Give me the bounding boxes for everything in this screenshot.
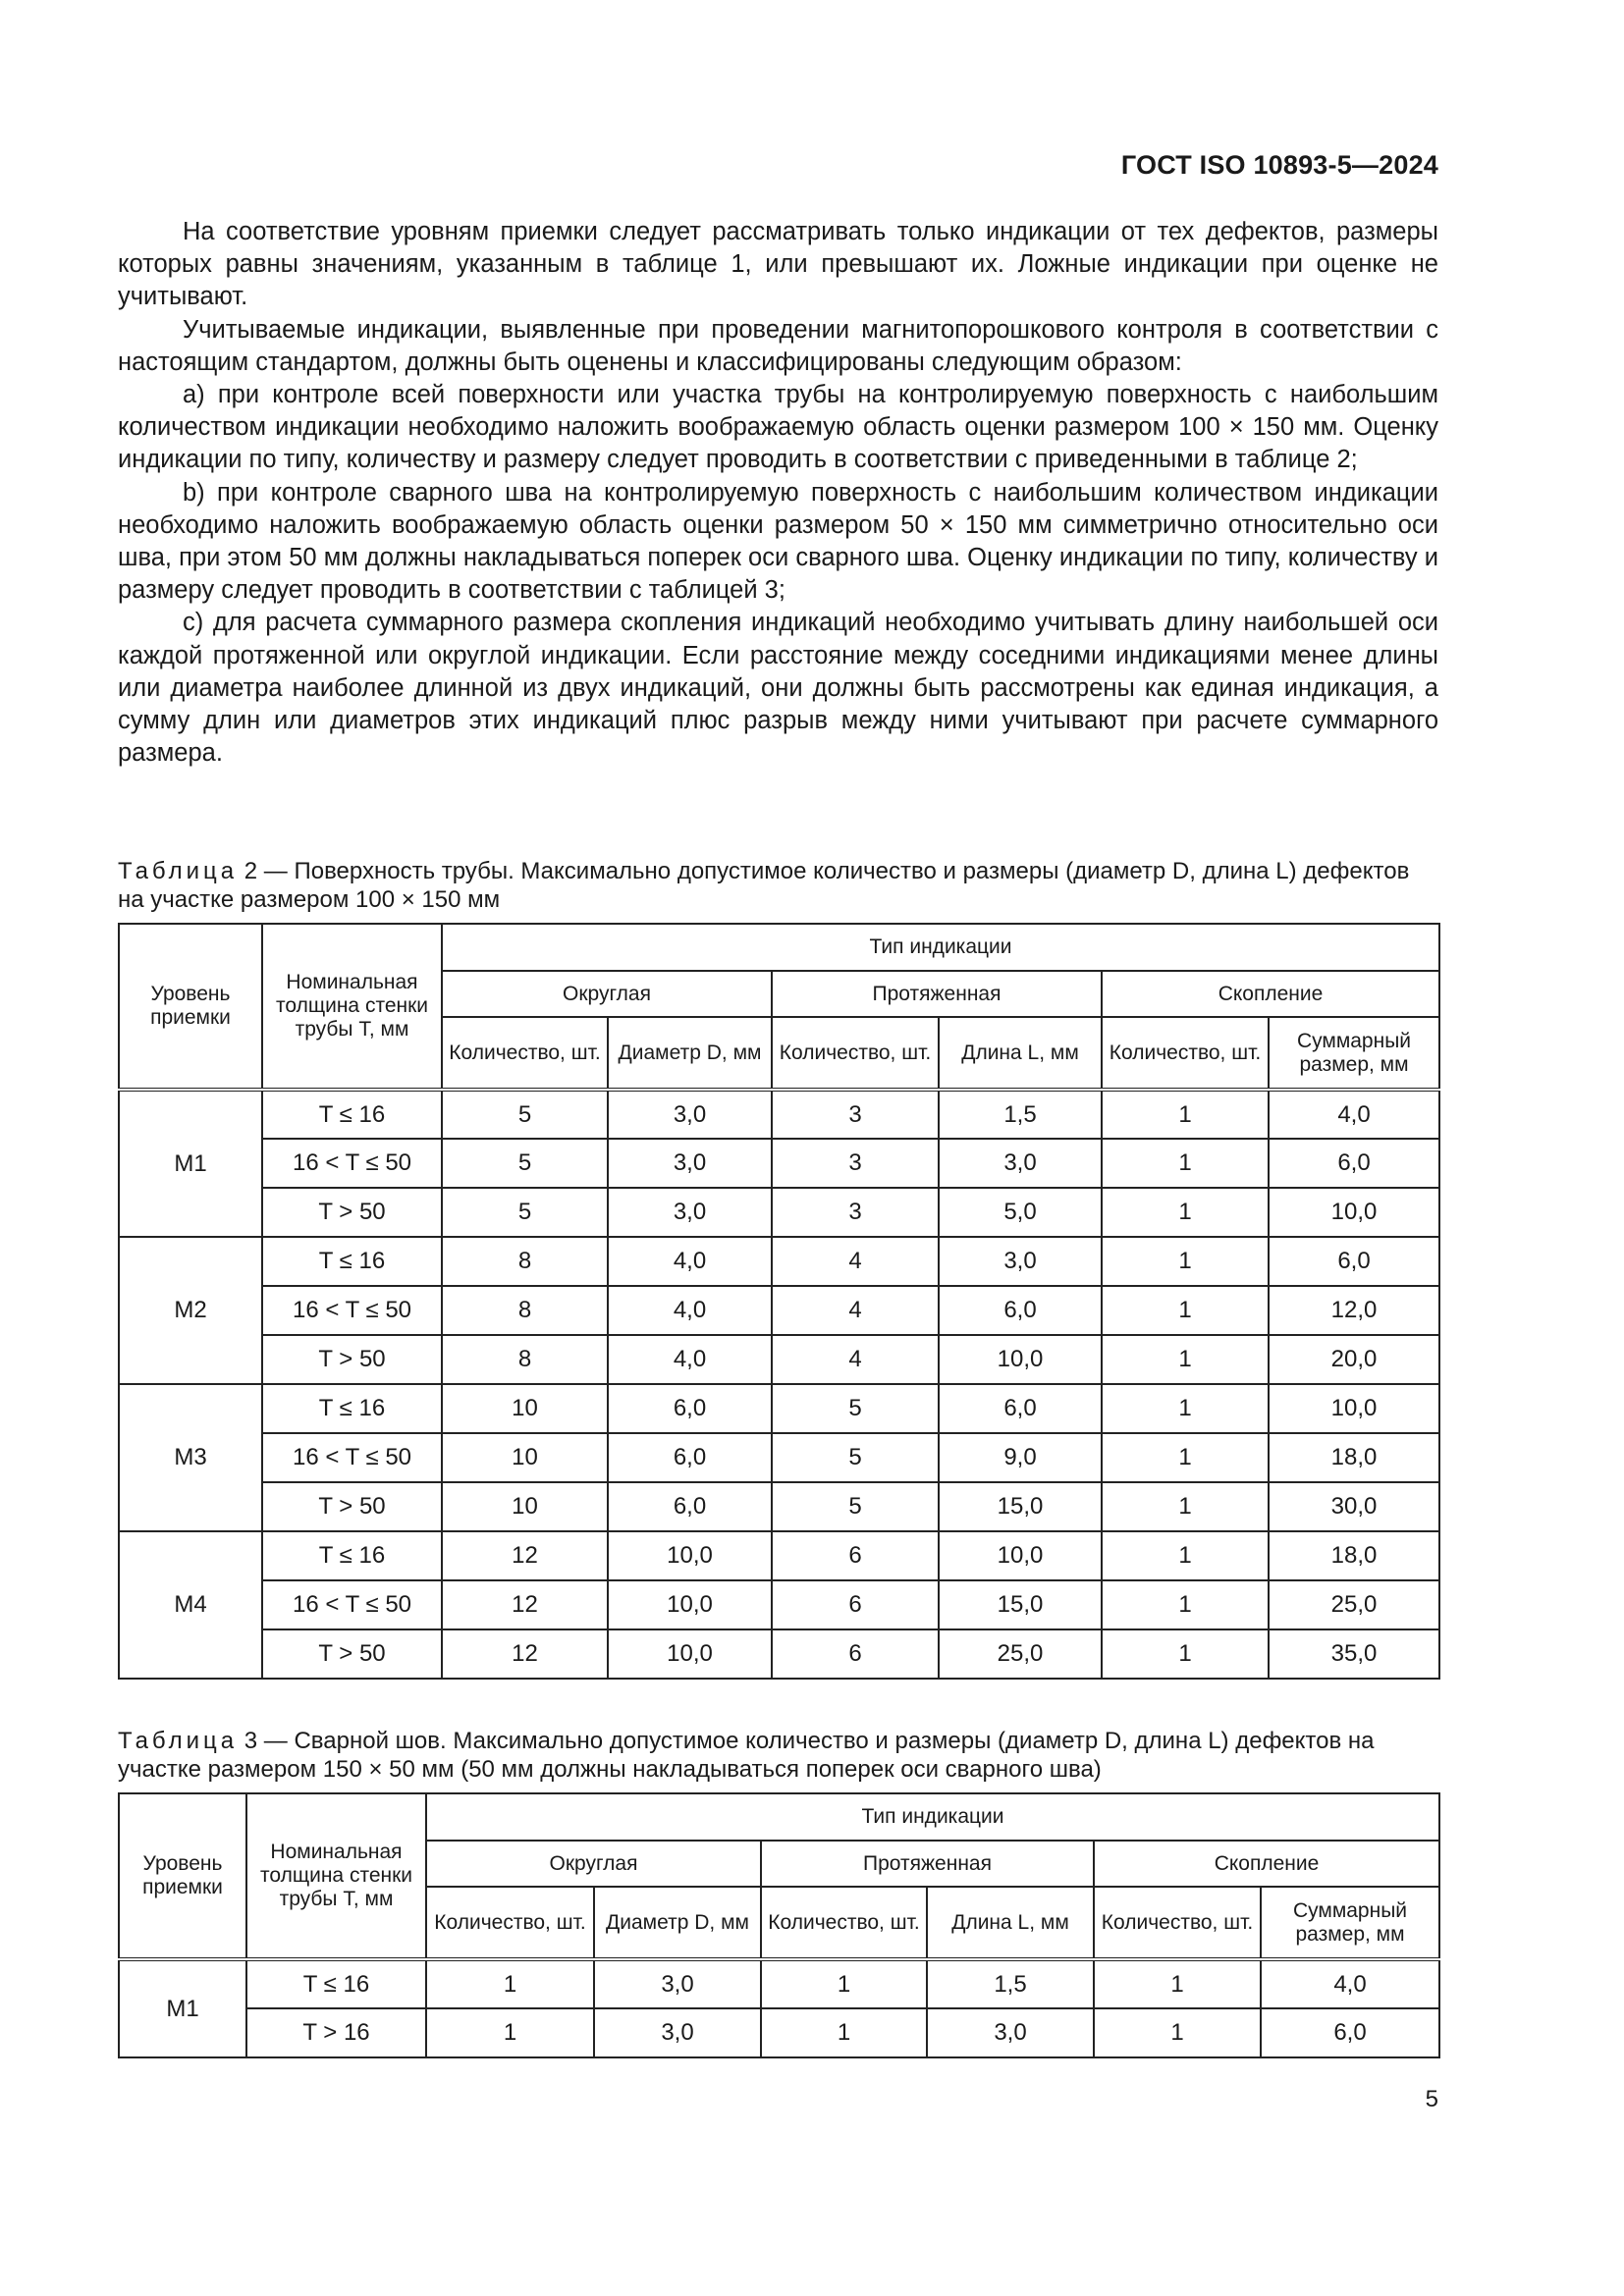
header-elongated: Протяженная — [772, 971, 1102, 1017]
value-cell: 6 — [772, 1580, 939, 1629]
value-cell: 18,0 — [1269, 1531, 1439, 1580]
thickness-cell: 16 < T ≤ 50 — [262, 1139, 442, 1188]
header-total: Суммарный размер, мм — [1269, 1017, 1439, 1090]
value-cell: 6,0 — [608, 1482, 772, 1531]
header-count: Количество, шт. — [772, 1017, 939, 1090]
value-cell: 5 — [772, 1482, 939, 1531]
value-cell: 1 — [1102, 1237, 1269, 1286]
value-cell: 20,0 — [1269, 1335, 1439, 1384]
header-thickness: Номинальная толщина стенки трубы T, мм — [262, 924, 442, 1090]
value-cell: 8 — [442, 1286, 608, 1335]
table-3-body — [119, 1959, 1439, 2057]
paragraph: c) для расчета суммарного размера скопления индикаций необходимо учитывать длину наибольшей оси каждой протяженной или округлой индикации. Если расстояние между соседними индикациями менее длины или диаметра наиболее длинной из двух индикаций, они должны быть рассмотрены как единая индикация, а сумму длин или диаметров этих индикаций плюс разрыв между ними учитывают при расчете суммарного размера. — [118, 609, 1438, 768]
table-caption-text: 2 — Поверхность трубы. Максимально допустимое количество и размеры (диаметр D, длина L) дефектов на участке размером 100 × 150 мм — [118, 858, 1410, 913]
header-count: Количество, шт. — [442, 1017, 608, 1090]
value-cell: 10,0 — [608, 1531, 772, 1580]
value-cell: 1 — [426, 2008, 594, 2057]
value-cell: 6 — [772, 1629, 939, 1679]
header-level: Уровень приемки — [119, 924, 262, 1090]
value-cell: 6,0 — [608, 1384, 772, 1433]
header-length: Длина L, мм — [939, 1017, 1102, 1090]
value-cell: 1 — [1102, 1139, 1269, 1188]
value-cell: 5,0 — [939, 1188, 1102, 1237]
value-cell: 15,0 — [939, 1482, 1102, 1531]
value-cell: 6,0 — [608, 1433, 772, 1482]
thickness-cell: T > 50 — [262, 1629, 442, 1679]
value-cell: 1 — [1102, 1384, 1269, 1433]
level-cell: M4 — [119, 1531, 262, 1679]
value-cell: 4,0 — [1261, 1959, 1439, 2008]
value-cell: 3,0 — [608, 1090, 772, 1139]
header-count: Количество, шт. — [426, 1887, 594, 1959]
value-cell: 10 — [442, 1384, 608, 1433]
value-cell: 12 — [442, 1531, 608, 1580]
thickness-cell: T > 50 — [262, 1335, 442, 1384]
value-cell: 10,0 — [608, 1629, 772, 1679]
value-cell: 5 — [772, 1433, 939, 1482]
value-cell: 1 — [1094, 2008, 1261, 2057]
value-cell: 6,0 — [1269, 1139, 1439, 1188]
thickness-cell: T ≤ 16 — [262, 1237, 442, 1286]
paragraph: a) при контроле всей поверхности или участка трубы на контролируемую поверхность с наибольшим количеством индикации необходимо наложить воображаемую область оценки размером 100 × 150 мм. Оценку индикации по типу, количеству и размеру следует проводить в соответствии с приведенными в таблице 2; — [118, 381, 1438, 474]
value-cell: 35,0 — [1269, 1629, 1439, 1679]
table-row — [119, 1188, 1439, 1237]
value-cell: 10,0 — [608, 1580, 772, 1629]
table-3 — [118, 1792, 1440, 2058]
value-cell: 1,5 — [939, 1090, 1102, 1139]
level-cell: M1 — [119, 1959, 246, 2057]
value-cell: 30,0 — [1269, 1482, 1439, 1531]
level-cell: M3 — [119, 1384, 262, 1531]
thickness-cell: T ≤ 16 — [246, 1959, 426, 2008]
value-cell: 10,0 — [1269, 1384, 1439, 1433]
value-cell: 15,0 — [939, 1580, 1102, 1629]
value-cell: 12 — [442, 1580, 608, 1629]
value-cell: 5 — [442, 1188, 608, 1237]
table-3-block — [118, 1727, 1438, 2058]
header-length: Длина L, мм — [927, 1887, 1094, 1959]
value-cell: 1 — [426, 1959, 594, 2008]
header-thickness: Номинальная толщина стенки трубы T, мм — [246, 1793, 426, 1959]
value-cell: 3,0 — [608, 1139, 772, 1188]
value-cell: 6 — [772, 1531, 939, 1580]
value-cell: 3 — [772, 1090, 939, 1139]
value-cell: 1 — [1102, 1629, 1269, 1679]
value-cell: 10 — [442, 1433, 608, 1482]
thickness-cell: T > 50 — [262, 1482, 442, 1531]
header-diameter: Диаметр D, мм — [608, 1017, 772, 1090]
header-elongated: Протяженная — [761, 1841, 1094, 1887]
value-cell: 3 — [772, 1188, 939, 1237]
header-level: Уровень приемки — [119, 1793, 246, 1959]
value-cell: 12,0 — [1269, 1286, 1439, 1335]
header-count: Количество, шт. — [761, 1887, 927, 1959]
value-cell: 25,0 — [939, 1629, 1102, 1679]
value-cell: 6,0 — [1269, 1237, 1439, 1286]
value-cell: 1 — [1102, 1433, 1269, 1482]
value-cell: 12 — [442, 1629, 608, 1679]
value-cell: 6,0 — [939, 1286, 1102, 1335]
table-label: Таблица — [118, 1728, 239, 1754]
header-count: Количество, шт. — [1102, 1017, 1269, 1090]
header-indication-type: Тип индикации — [442, 924, 1439, 971]
thickness-cell: 16 < T ≤ 50 — [262, 1580, 442, 1629]
table-row — [119, 1580, 1439, 1629]
table-3-caption — [118, 1727, 1438, 1784]
paragraph: Учитываемые индикации, выявленные при проведении магнитопорошкового контроля в соответствии с настоящим стандартом, должны быть оценены и классифицированы следующим образом: — [118, 315, 1438, 376]
header-round: Округлая — [426, 1841, 761, 1887]
value-cell: 4,0 — [608, 1237, 772, 1286]
table-row — [119, 1335, 1439, 1384]
value-cell: 25,0 — [1269, 1580, 1439, 1629]
value-cell: 8 — [442, 1237, 608, 1286]
value-cell: 9,0 — [939, 1433, 1102, 1482]
value-cell: 18,0 — [1269, 1433, 1439, 1482]
level-cell: M2 — [119, 1237, 262, 1384]
table-row — [119, 2008, 1439, 2057]
value-cell: 1 — [761, 2008, 927, 2057]
paragraph: b) при контроле сварного шва на контролируемую поверхность с наибольшим количеством индикации необходимо наложить воображаемую область оценки размером 50 × 150 мм симметрично относительно оси шва, при этом 50 мм должны накладываться поперек оси сварного шва. Оценку индикации по типу, количеству и размеру следует проводить в соответствии с таблицей 3; — [118, 478, 1438, 605]
thickness-cell: T ≤ 16 — [262, 1384, 442, 1433]
table-row — [119, 1959, 1439, 2008]
table-row — [119, 1433, 1439, 1482]
value-cell: 4 — [772, 1335, 939, 1384]
thickness-cell: T > 50 — [262, 1188, 442, 1237]
table-2 — [118, 923, 1440, 1680]
value-cell: 5 — [442, 1090, 608, 1139]
value-cell: 1 — [1102, 1531, 1269, 1580]
value-cell: 4,0 — [608, 1335, 772, 1384]
value-cell: 6,0 — [1261, 2008, 1439, 2057]
table-2-body — [119, 1090, 1439, 1679]
value-cell: 1 — [1102, 1335, 1269, 1384]
body-text — [118, 216, 1438, 770]
value-cell: 10,0 — [939, 1531, 1102, 1580]
value-cell: 4 — [772, 1237, 939, 1286]
thickness-cell: 16 < T ≤ 50 — [262, 1286, 442, 1335]
table-2-block — [118, 857, 1438, 1680]
table-row — [119, 1286, 1439, 1335]
table-row — [119, 1237, 1439, 1286]
value-cell: 1,5 — [927, 1959, 1094, 2008]
value-cell: 5 — [772, 1384, 939, 1433]
paragraph: На соответствие уровням приемки следует рассматривать только индикации от тех дефектов, размеры которых равны значениям, указанным в таблице 1, или превышают их. Ложные индикации при оценке не учитывают. — [118, 218, 1438, 311]
value-cell: 3 — [772, 1139, 939, 1188]
header-count: Количество, шт. — [1094, 1887, 1261, 1959]
level-cell: M1 — [119, 1090, 262, 1237]
value-cell: 6,0 — [939, 1384, 1102, 1433]
value-cell: 1 — [1102, 1286, 1269, 1335]
value-cell: 8 — [442, 1335, 608, 1384]
value-cell: 4 — [772, 1286, 939, 1335]
value-cell: 1 — [1102, 1482, 1269, 1531]
value-cell: 4,0 — [608, 1286, 772, 1335]
table-row — [119, 1139, 1439, 1188]
table-caption-text: 3 — Сварной шов. Максимально допустимое количество и размеры (диаметр D, длина L) дефектов на участке размером 150 × 50 мм (50 мм должны накладываться поперек оси сварного шва) — [118, 1728, 1375, 1783]
value-cell: 10,0 — [1269, 1188, 1439, 1237]
table-row — [119, 1629, 1439, 1679]
value-cell: 1 — [761, 1959, 927, 2008]
header-diameter: Диаметр D, мм — [594, 1887, 761, 1959]
table-row — [119, 1090, 1439, 1139]
value-cell: 1 — [1094, 1959, 1261, 2008]
value-cell: 10 — [442, 1482, 608, 1531]
thickness-cell: T ≤ 16 — [262, 1090, 442, 1139]
table-2-caption — [118, 857, 1438, 914]
table-row — [119, 1384, 1439, 1433]
value-cell: 10,0 — [939, 1335, 1102, 1384]
header-total: Суммарный размер, мм — [1261, 1887, 1439, 1959]
page-number: 5 — [1425, 2086, 1438, 2112]
value-cell: 3,0 — [594, 1959, 761, 2008]
value-cell: 4,0 — [1269, 1090, 1439, 1139]
document-header: ГОСТ ISO 10893-5—2024 — [1120, 150, 1438, 180]
table-row — [119, 1531, 1439, 1580]
table-label: Таблица — [118, 858, 239, 884]
table-row — [119, 1482, 1439, 1531]
thickness-cell: 16 < T ≤ 50 — [262, 1433, 442, 1482]
header-round: Округлая — [442, 971, 772, 1017]
thickness-cell: T ≤ 16 — [262, 1531, 442, 1580]
value-cell: 3,0 — [594, 2008, 761, 2057]
value-cell: 5 — [442, 1139, 608, 1188]
header-cluster: Скопление — [1102, 971, 1439, 1017]
value-cell: 1 — [1102, 1188, 1269, 1237]
value-cell: 3,0 — [927, 2008, 1094, 2057]
header-cluster: Скопление — [1094, 1841, 1439, 1887]
thickness-cell: T > 16 — [246, 2008, 426, 2057]
header-indication-type: Тип индикации — [426, 1793, 1439, 1841]
value-cell: 1 — [1102, 1090, 1269, 1139]
value-cell: 3,0 — [608, 1188, 772, 1237]
value-cell: 3,0 — [939, 1139, 1102, 1188]
value-cell: 1 — [1102, 1580, 1269, 1629]
value-cell: 3,0 — [939, 1237, 1102, 1286]
